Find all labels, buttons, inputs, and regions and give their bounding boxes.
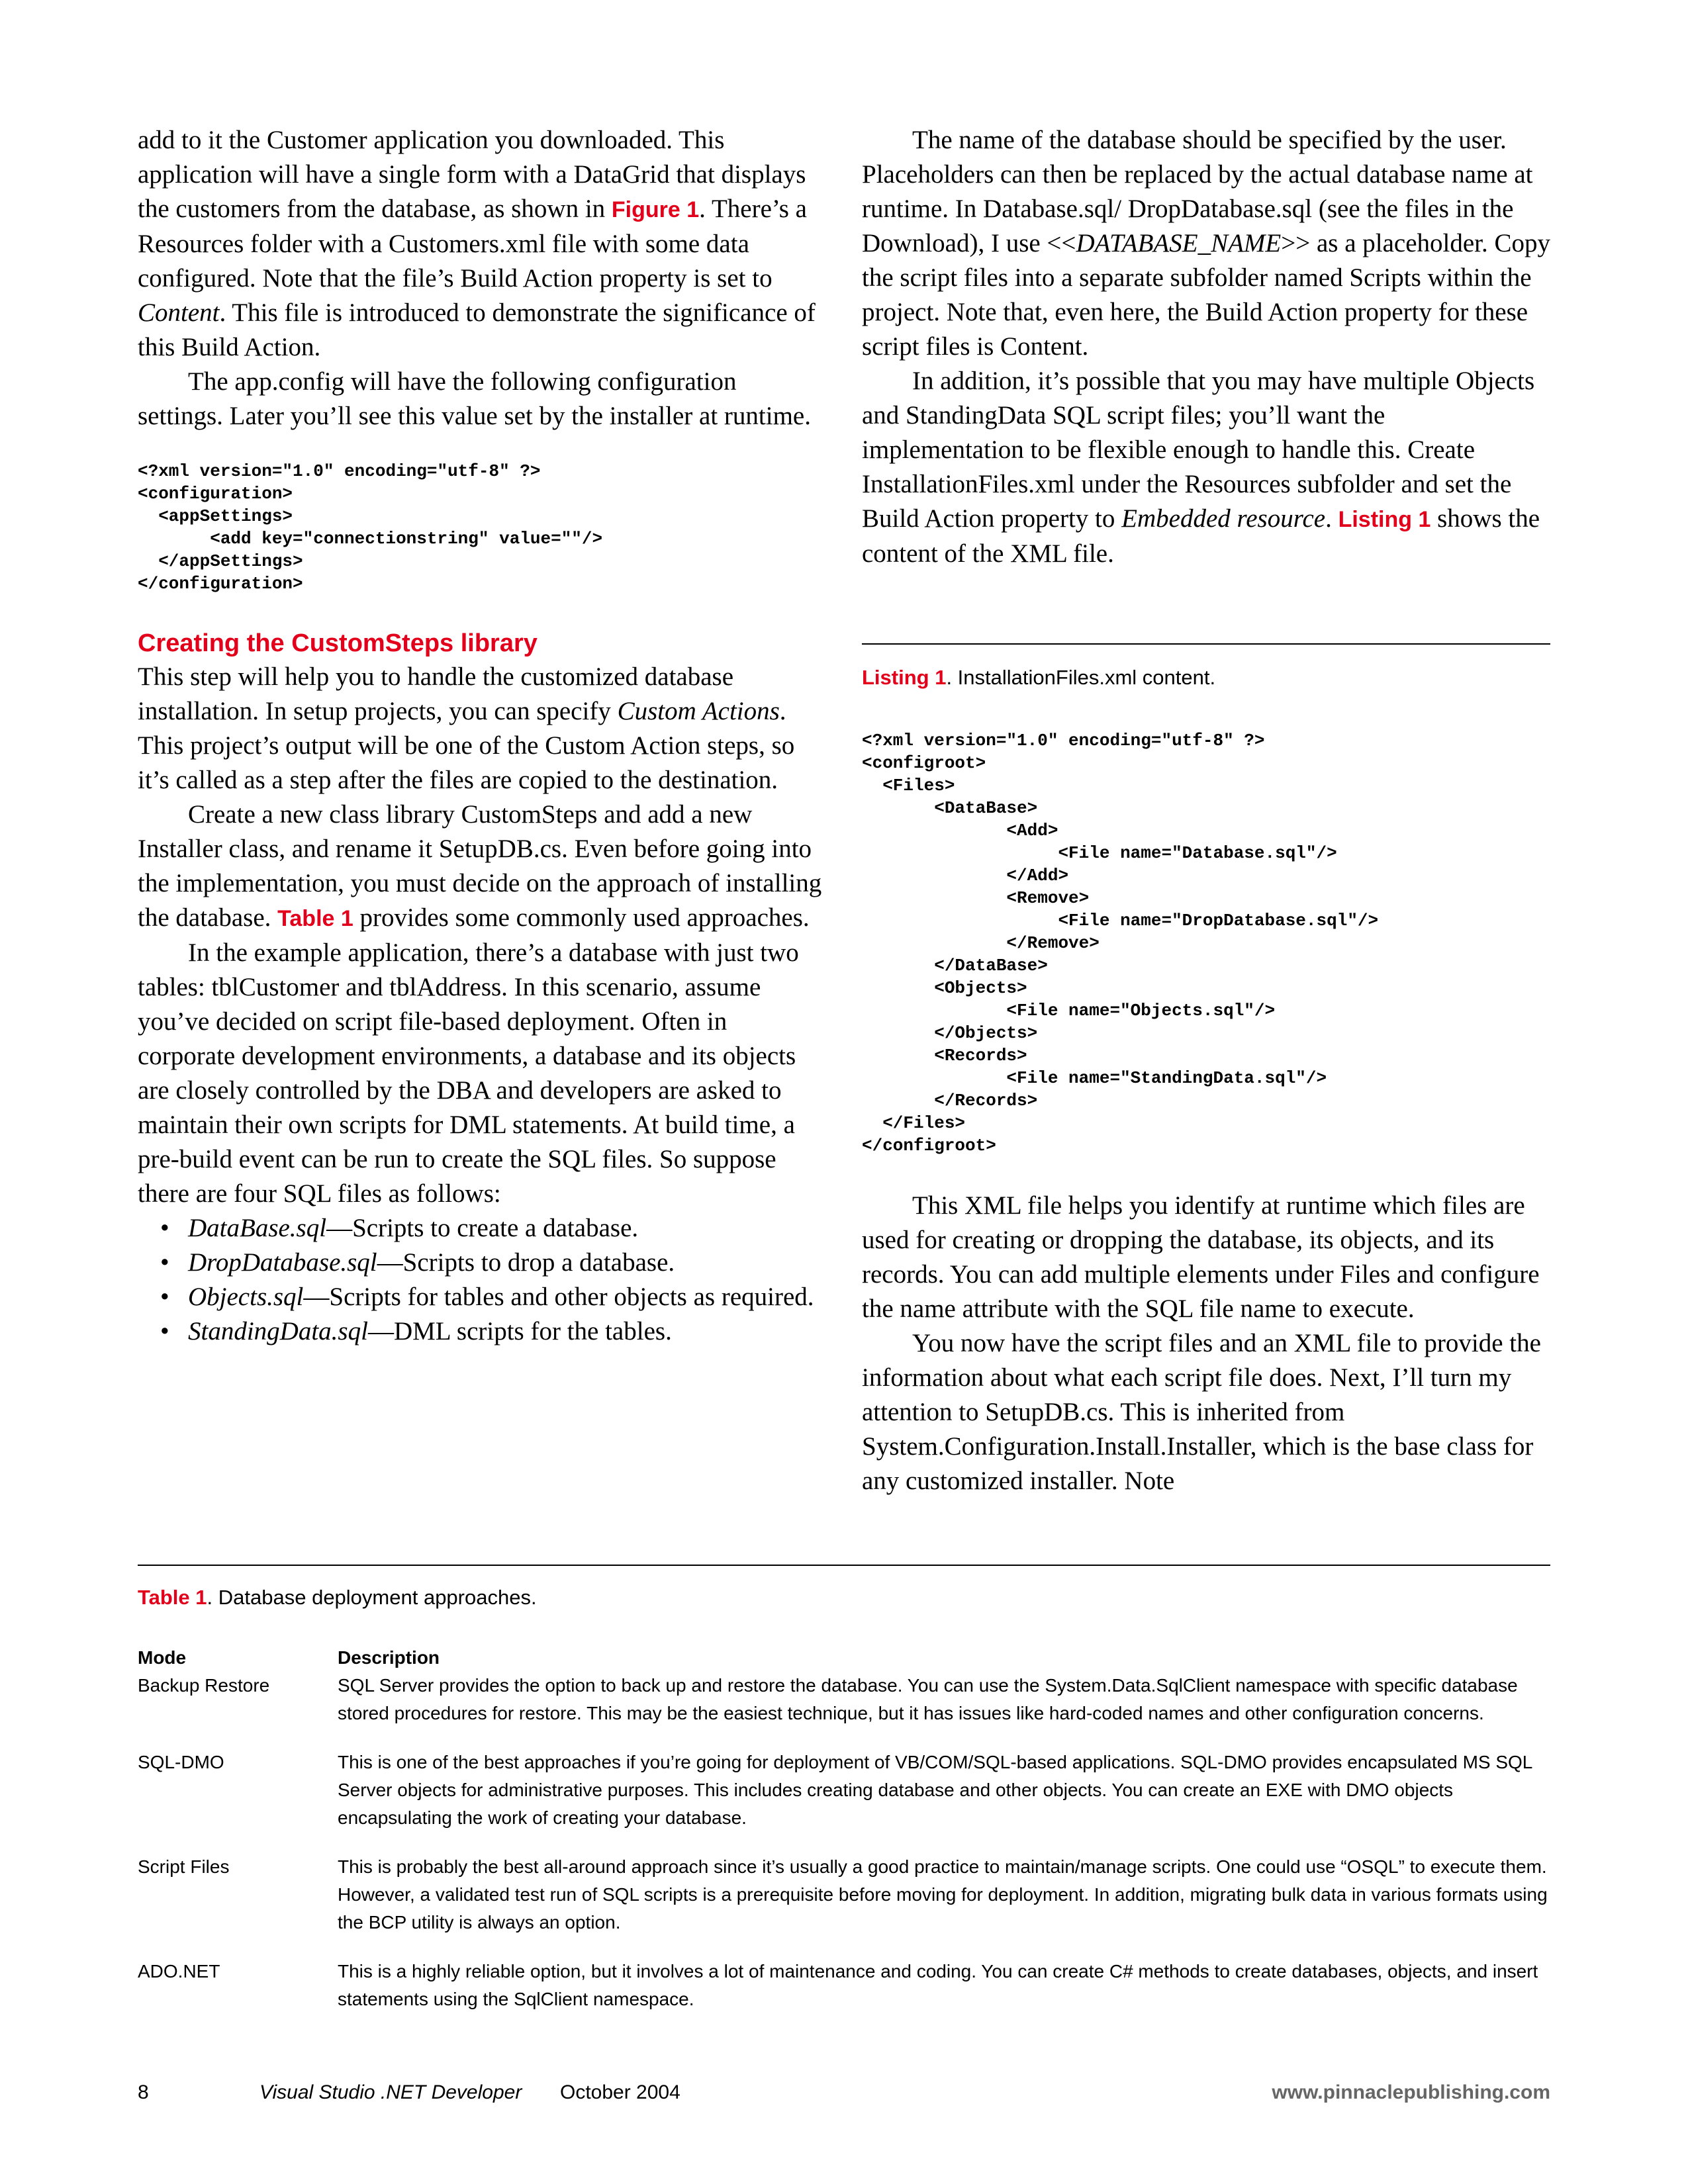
header-description: Description [338, 1647, 440, 1668]
row-mode: Backup Restore [138, 1675, 270, 1696]
right-paragraph-4: You now have the script files and an XML file to provide the information about what each script file does. Next, I’ll turn my attention to SetupDB.cs. This is inherited from System.Configuration.Install.Installer, which is the base class for any customized installer. Note [862, 1329, 1541, 1495]
right-column [862, 123, 1550, 571]
listing-caption: Listing 1. InstallationFiles.xml content. [862, 666, 1216, 689]
row-description: SQL Server provides the option to back up and restore the database. You can use the System.Data.SqlClient namespace with specific database stored procedures for restore. This may be the easiest technique, but it has issues like hard-coded names and other configuration concerns. [338, 1675, 1518, 1723]
left-paragraph-2: The app.config will have the following configuration settings. Later you’ll see this value set by the installer at runtime. [138, 367, 811, 430]
listing-top-rule [862, 643, 1550, 645]
table-row [138, 1672, 1550, 1749]
table-row [138, 1853, 1550, 1958]
right-column-lower [862, 1189, 1550, 1498]
left-paragraph-4: Create a new class library CustomSteps and add a new Installer class, and rename it SetupDB.cs. Even before going into the implementation, you must decide on the approach of installing the database. Table 1 provides some commonly used approaches. [138, 800, 822, 932]
sql-file-list [138, 1211, 826, 1349]
table-1-reference[interactable]: Table 1 [277, 906, 353, 931]
row-mode: ADO.NET [138, 1961, 220, 1981]
row-mode: Script Files [138, 1856, 230, 1877]
right-paragraph-2: In addition, it’s possible that you may have multiple Objects and StandingData SQL script files; you’ll want the implementation to be flexible enough to handle this. Create InstallationFiles.xml under the Resources subfolder and set the Build Action property to Embedded resource. Listing 1 shows the content of the XML file. [862, 367, 1540, 568]
left-paragraph-3: This step will help you to handle the customized database installation. In setup projects, you can specify Custom Actions. This project’s output will be one of the Custom Action steps, so it’s called as a step after the files are copied to the destination. [138, 662, 795, 794]
publisher-url-link[interactable]: www.pinnaclepublishing.com [1272, 2081, 1550, 2103]
list-item: • DropDatabase.sql—Scripts to drop a database. [138, 1246, 826, 1280]
table-top-rule [138, 1565, 1550, 1566]
bullet-icon: • [160, 1283, 169, 1311]
list-item: • StandingData.sql—DML scripts for the tables. [138, 1314, 826, 1349]
bullet-icon: • [160, 1248, 169, 1277]
right-paragraph-3: This XML file helps you identify at runtime which files are used for creating or dropping the database, its objects, and its records. You can add multiple elements under Files and configure the name attribute with the SQL file name to execute. [862, 1191, 1540, 1323]
issue-date: October 2004 [560, 2081, 680, 2103]
left-column [138, 123, 826, 1349]
table-row [138, 1749, 1550, 1853]
list-item: • Objects.sql—Scripts for tables and other objects as required. [138, 1280, 826, 1314]
table-row [138, 1958, 1550, 2013]
table-header-row [138, 1644, 1550, 1672]
page-number: 8 [138, 2081, 149, 2103]
row-description: This is a highly reliable option, but it involves a lot of maintenance and coding. You can create C# methods to create databases, objects, and insert statements using the SqlClient namespace. [338, 1961, 1538, 2009]
figure-1-reference[interactable]: Figure 1 [611, 197, 700, 222]
section-heading: Creating the CustomSteps library [138, 629, 538, 657]
row-description: This is one of the best approaches if you’re going for deployment of VB/COM/SQL-based applications. SQL-DMO provides encapsulated MS SQL Server objects for administrative purposes. This includes creating database and other objects. You can create an EXE with DMO objects encapsulating the work of creating your database. [338, 1752, 1532, 1828]
list-item: • DataBase.sql—Scripts to create a database. [138, 1211, 826, 1246]
publication-title: Visual Studio .NET Developer [259, 2081, 522, 2103]
left-paragraph-5: In the example application, there’s a database with just two tables: tblCustomer and tblAddress. In this scenario, assume you’ve decided on script file-based deployment. Often in corporate development environments, a database and its objects are closely controlled by the DBA and developers are asked to maintain their own scripts for DML statements. At build time, a pre-build event can be run to create the SQL files. So suppose there are four SQL files as follows: [138, 938, 799, 1208]
table-caption: Table 1. Database deployment approaches. [138, 1586, 537, 1609]
left-paragraph-1: add to it the Customer application you downloaded. This application will have a single form with a DataGrid that displays the customers from the database, as shown in Figure 1. There’s a Resources folder with a Customers.xml file with some data configured. Note that the file’s Build Action property is set to Content. This file is introduced to demonstrate the significance of this Build Action. [138, 126, 816, 361]
row-mode: SQL-DMO [138, 1752, 224, 1772]
right-paragraph-1: The name of the database should be specified by the user. Placeholders can then be replaced by the actual database name at runtime. In Database.sql/ DropDatabase.sql (see the files in the Download), I use <<DATABASE_NAME>> as a placeholder. Copy the script files into a separate subfolder named Scripts within the project. Note that, even here, the Build Action property for these script files is Content. [862, 126, 1551, 361]
deployment-table [138, 1644, 1550, 2013]
listing-code-block: <?xml version="1.0" encoding="utf-8" ?> <configroot> <Files> <DataBase> <Add> <File name="Database.sql"/> </Add> <Remove> <File name="DropDatabase.sql"/> </Remove> </DataBase> <Objects> <File name="Objects.sql"/> </Objects> <Records> <File name="StandingData.sql"/> </Records> </Files> </configroot> [862, 731, 1379, 1156]
config-code-block: <?xml version="1.0" encoding="utf-8" ?> <configuration> <appSettings> <add key="connectionstring" value=""/> </appSettings> </configuration> [138, 461, 603, 594]
bullet-icon: • [160, 1317, 169, 1345]
header-mode: Mode [138, 1647, 187, 1668]
row-description: This is probably the best all-around approach since it’s usually a good practice to maintain/manage scripts. One could use “OSQL” to execute them. However, a validated test run of SQL scripts is a prerequisite before moving for deployment. In addition, migrating bulk data in various formats using the BCP utility is always an option. [338, 1856, 1548, 1933]
listing-1-reference[interactable]: Listing 1 [1338, 507, 1431, 532]
bullet-icon: • [160, 1214, 169, 1242]
